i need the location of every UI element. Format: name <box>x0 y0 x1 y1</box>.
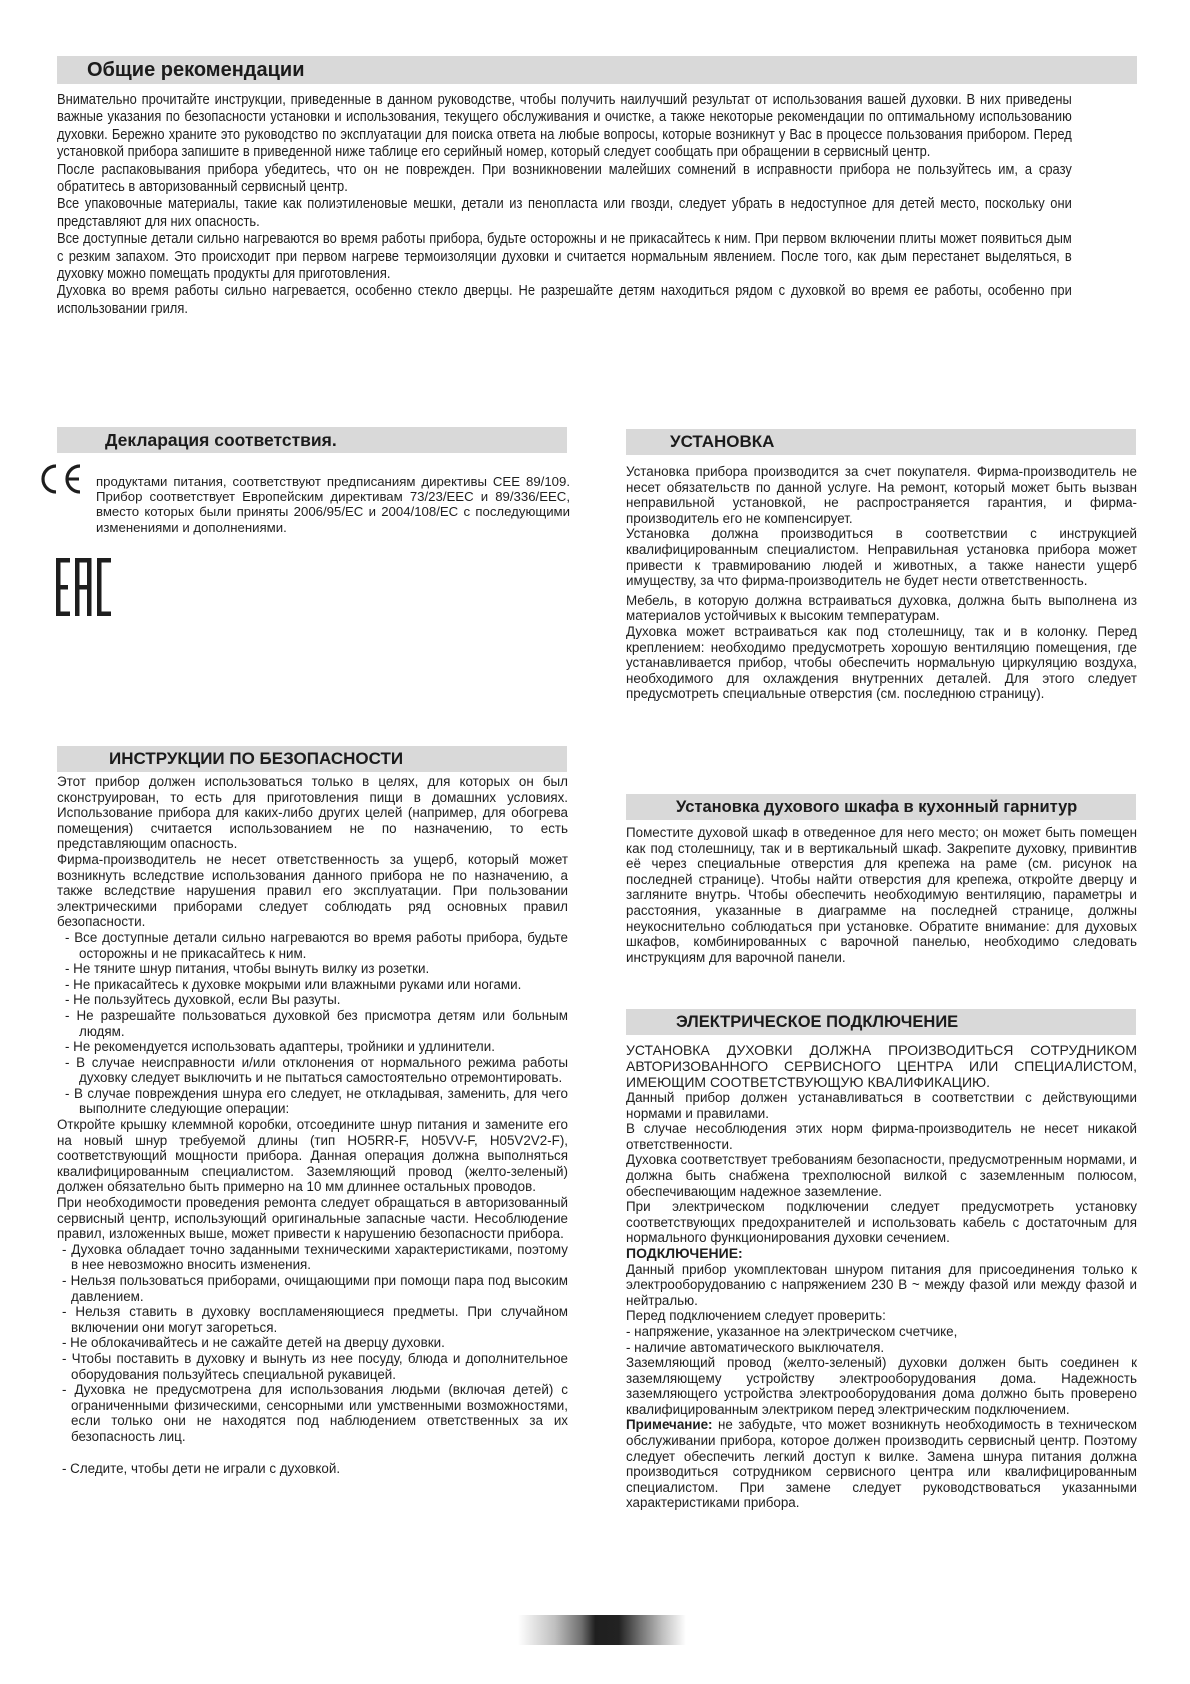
general-paragraph: Духовка во время работы сильно нагревается, особенно стекло дверцы. Не разрешайте детям находиться рядом с духовкой во время ее работы, особенно при использовании гриля. <box>57 282 1072 317</box>
section-title-general: Общие рекомендации <box>87 59 305 81</box>
electrical-paragraph: Духовка соответствует требованиям безопасности, предусмотренным нормами, и должна быть снабжена трехполюсной вилкой с заземленным полюсом, обеспечивающим надежное заземление. <box>626 1152 1137 1199</box>
safety-rule: - Не прикасайтесь к духовке мокрыми или влажными руками или ногами. <box>65 976 522 992</box>
section-header-safety <box>57 746 567 772</box>
general-paragraph: После распаковывания прибора убедитесь, что он не поврежден. При возникновении малейших сомнений в исправности прибора не пользуйтесь им, а сразу обратитесь в авторизованный сервисный центр. <box>57 160 1072 196</box>
section-header-general <box>57 56 1137 84</box>
section-header-electrical <box>626 1009 1136 1035</box>
section-title-electrical: ЭЛЕКТРИЧЕСКОЕ ПОДКЛЮЧЕНИЕ <box>676 1013 959 1031</box>
electrical-paragraph: При электрическом подключении следует предусмотреть установку соответствующих предохранителей и использовать кабель с достаточным для нормального функционирования духовки сечением. <box>626 1199 1137 1246</box>
section-header-kitchen <box>626 794 1136 820</box>
section-title-safety: ИНСТРУКЦИИ ПО БЕЗОПАСНОСТИ <box>109 749 404 768</box>
installation-paragraph: Установка должна производиться в соответствии с инструкцией квалифицированным специалистом. Неправильная установка прибора может привести к травмированию людей и животных, а также нанести ущерб имуществу, за что фирма-производитель не будет нести ответственность. <box>626 526 1137 589</box>
safety-rule: - Не рекомендуется использовать адаптеры, тройники и удлинители. <box>65 1039 495 1055</box>
safety-rule: - Не облокачивайтесь и не сажайте детей на дверцу духовки. <box>62 1335 445 1351</box>
section-title-kitchen: Установка духового шкафа в кухонный гарнитур <box>676 798 1078 816</box>
safety-text <box>57 774 568 1476</box>
general-paragraph: Все упаковочные материалы, такие как полиэтиленовые мешки, детали из пенопласта или гвозди, следует убрать в недоступное для детей место, поскольку они представляют для них опасность. <box>57 195 1072 230</box>
cord-replacement-text: Откройте крышку клеммной коробки, отсоедините шнур питания и замените его на новый шнур требуемой длины (тип HO5RR-F, H05VV-F, H05V2V2-F), соответствующий мощности прибора. Данная операция должна выполняться квалифицированным специалистом. Заземляющий провод (желто-зеленый) должен обязательно быть примерно на 10 мм длиннее остальных проводов. <box>57 1117 568 1195</box>
installation-paragraph: Установка прибора производится за счет покупателя. Фирма-производитель не несет обязательств по данной услуге. На ремонт, который может быть вызван неправильной установкой, не распространяется гарантия, и фирма-производитель его не компенсирует. <box>626 464 1137 526</box>
safety-rule: - Духовка обладает точно заданными техническими характеристиками, поэтому в нее невозможно вносить изменения. <box>62 1241 568 1273</box>
installation-text <box>626 464 1137 702</box>
electrical-paragraph: Данный прибор должен устанавливаться в соответствии с действующими нормами и правилами. <box>626 1090 1137 1121</box>
connection-paragraph: Данный прибор укомплектован шнуром питания для присоединения только к электрооборудованию с напряжением 230 В ~ между фазой или между фазой и нейтралью. <box>626 1261 1137 1308</box>
kitchen-text <box>626 825 1137 965</box>
installation-paragraph: Духовка может встраиваться как под столешницу, так и в колонку. Перед креплением: необходимо предусмотреть хорошую вентиляцию помещения, где устанавливается прибор, чтобы обеспечить нормальную циркуляцию воздуха, необходимого для охлаждения внутренних деталей. Для этого следует предусмотреть специальные отверстия (см. последнюю страницу). <box>626 623 1137 702</box>
eac-mark-icon <box>56 558 112 621</box>
safety-intro: Фирма-производитель не несет ответственность за ущерб, который может возникнуть вследствие использования данного прибора не по назначению, а также вследствие нарушения правил его эксплуатации. При пользовании электрическими приборами следует соблюдать ряд основных правил безопасности. <box>57 851 568 930</box>
safety-rule: - Все доступные детали сильно нагреваются во время работы прибора, будьте осторожны и не прикасайтесь к ним. <box>65 929 568 961</box>
declaration-paragraph: продуктами питания, соответствуют предписаниям директивы CEE 89/109. Прибор соответствует Европейским директивам 73/23/EEC и 89/336/EEC, вместо которых были приняты 2006/95/EC и 2004/108/EC с последующими изменениями и дополнениями. <box>96 474 570 535</box>
safety-rule: - Чтобы поставить в духовку и вынуть из нее посуду, блюда и дополнительное оборудования пользуйтесь специальной рукавицей. <box>62 1350 568 1382</box>
electrical-paragraph: В случае несоблюдения этих норм фирма-производитель не несет никакой ответственности. <box>626 1121 1137 1152</box>
page-marker-bar <box>518 1615 686 1645</box>
general-paragraph: Внимательно прочитайте инструкции, приведенные в данном руководстве, чтобы получить наилучший результат от использования вашей духовки. В них приведены важные указания по безопасности установки и использования, текущего обслуживания и очистке, а также некоторые рекомендации по оптимальному использованию духовки. Бережно храните это руководство по эксплуатации для поиска ответа на любые вопросы, которые возникнут у Вас в процессе пользования прибором. Перед установкой прибора запишите в приведенной ниже таблице его серийный номер, который следует сообщать при обращении в сервисный центр. <box>57 91 1072 161</box>
note-paragraph <box>626 1417 1137 1511</box>
connection-paragraph: Перед подключением следует проверить: <box>626 1308 886 1324</box>
connection-check-item: - напряжение, указанное на электрическом счетчике, <box>626 1323 958 1339</box>
safety-rule: - Не разрешайте пользоваться духовкой без присмотра детям или больным людям. <box>65 1007 568 1039</box>
note-label: Примечание: <box>626 1417 713 1433</box>
kitchen-paragraph: Поместите духовой шкаф в отведенное для него место; он может быть помещен как под столешницу, так и в вертикальный шкаф. Закрепите духовку, привинтив её через специальные отверстия для крепежа на раме (см. рисунок на последней странице). Чтобы найти отверстия для крепежа, откройте дверцу и загляните внутрь. Чтобы обеспечить необходимую вентиляцию, параметры и расстояния, указанные в диаграмме на последней странице, должны неукоснительно соблюдаться при установке. Обратите внимание: для духовых шкафов, комбинированных с варочной панелью, необходимо следовать инструкциям для варочной панели. <box>626 825 1137 965</box>
safety-rule: - В случае повреждения шнура его следует, не откладывая, заменить, для чего выполните следующие операции: <box>65 1085 568 1117</box>
connection-label: ПОДКЛЮЧЕНИЕ: <box>626 1244 743 1261</box>
safety-rule: - Не тяните шнур питания, чтобы вынуть вилку из розетки. <box>65 961 430 977</box>
section-header-declaration <box>57 427 567 453</box>
safety-rule: - Нельзя ставить в духовку воспламеняющиеся предметы. При случайном включении они могут загореться. <box>62 1304 568 1335</box>
declaration-text <box>96 474 570 535</box>
safety-rule: - Нельзя пользоваться приборами, очищающими при помощи пара под высоким давлением. <box>62 1273 568 1304</box>
installation-paragraph: Мебель, в которую должна встраиваться духовка, должна быть выполнена из материалов устойчивых к высоким температурам. <box>626 592 1137 624</box>
safety-rule: - Духовка не предусмотрена для использования людьми (включая детей) с ограниченными физическими, сенсорными или умственными возможностями, если только они не находятся под наблюдением ответственных за их безопасность лиц. <box>62 1382 568 1444</box>
children-warning: - Следите, чтобы дети не играли с духовкой. <box>62 1460 341 1476</box>
general-paragraph: Все доступные детали сильно нагреваются во время работы прибора, будьте осторожны и не прикасайтесь к ним. При первом включении плиты может появиться дым с резким запахом. Это происходит при первом нагреве термоизоляции духовки и считается нормальным явлением. После того, как дым перестанет выделяться, в духовку можно помещать продукты для приготовления. <box>57 230 1072 283</box>
safety-intro: Этот прибор должен использоваться только в целях, для которых он был сконструирован, то есть для приготовления пищи в домашних условиях. Использование прибора для каких-либо других целей (например, для обогрева помещения) считается использованием не по назначению, то есть представляющим опасность. <box>57 774 568 852</box>
safety-rule: - Не пользуйтесь духовкой, если Вы разуты. <box>65 992 341 1008</box>
connection-check-item: - наличие автоматического выключателя. <box>626 1339 885 1355</box>
section-title-installation: УСТАНОВКА <box>670 432 775 451</box>
general-text <box>57 91 1072 317</box>
repair-text: При необходимости проведения ремонта следует обращаться в авторизованный сервисный центр, использующий оригинальные запасные части. Несоблюдение правил, изложенных выше, может привести к нарушению безопасности прибора. <box>57 1195 568 1242</box>
electrical-caps-notice: УСТАНОВКА ДУХОВКИ ДОЛЖНА ПРОИЗВОДИТЬСЯ СОТРУДНИКОМ АВТОРИЗОВАННОГО СЕРВИСНОГО ЦЕНТРА ИЛИ СПЕЦИАЛИСТОМ, ИМЕЮЩИМ СООТВЕТСТВУЮЩУЮ КВАЛИФИКАЦИЮ. <box>626 1042 1137 1090</box>
section-title-declaration: Декларация соответствия. <box>105 430 337 450</box>
section-header-installation <box>626 429 1136 455</box>
electrical-text <box>626 1042 1137 1511</box>
safety-rule: - В случае неисправности и/или отклонения от нормального режима работы духовку следует выключить и не пытаться самостоятельно отремонтировать. <box>65 1054 568 1086</box>
note-text: не забудьте, что может возникнуть необходимость в техническом обслуживании прибора, которое должен производить сервисный центр. Поэтому следует обеспечить легкий доступ к вилке. Замена шнура питания должна производиться сотрудником сервисного центра или квалифицированным специалистом. При замене следует руководствоваться указанными характеристиками прибора. <box>626 1417 1137 1511</box>
ce-mark-icon <box>38 462 84 502</box>
connection-paragraph: Заземляющий провод (желто-зеленый) духовки должен быть соединен к заземляющему устройству электрооборудования дома. Надежность заземляющего устройства электрооборудования дома должно быть проверено квалифицированным электриком перед электрическим подключением. <box>626 1355 1137 1417</box>
